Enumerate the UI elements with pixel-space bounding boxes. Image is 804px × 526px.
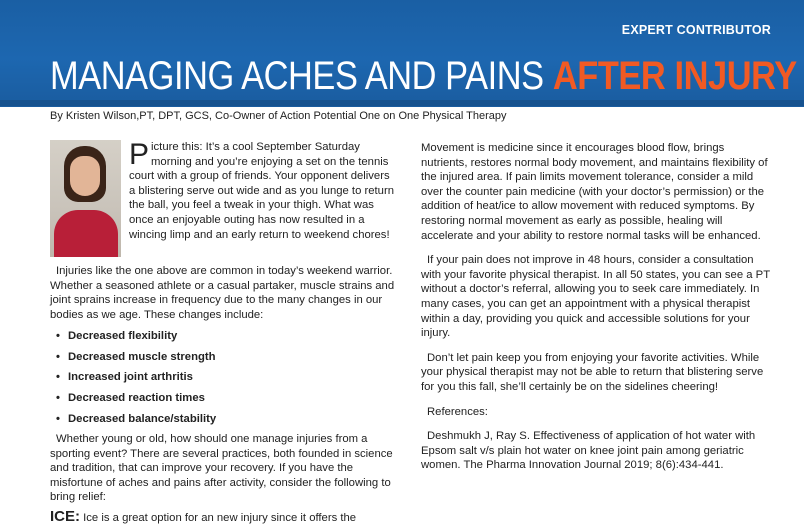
list-item: • Decreased flexibility [50, 329, 395, 350]
section-label: EXPERT CONTRIBUTOR [621, 23, 771, 37]
list-item: • Decreased balance/stability [50, 412, 395, 433]
ice-paragraph [50, 510, 395, 526]
intro-paragraph [129, 140, 397, 242]
ice-heading: ICE: [50, 508, 80, 525]
consultation-paragraph: If your pain does not improve in 48 hours, consider a consultation with your favorite physical therapist. In all 50 states, you can see a PT without a doctor’s referral, allowing you to seek care immediately. In many cases, you can get an appointment with a physical therapist within a day, providing you quick and accessible solutions for your injury. [421, 254, 770, 340]
list-item: • Decreased muscle strength [50, 350, 395, 371]
title-accent-text: AFTER INJURY [552, 54, 797, 98]
article-title [50, 52, 797, 100]
header-bottom-strip [0, 100, 804, 106]
right-column [421, 141, 771, 483]
title-main-text: MANAGING ACHES AND PAINS [50, 54, 553, 98]
reference-entry: Deshmukh J, Ray S. Effectiveness of application of hot water with Epsom salt v/s plain hot water on knee joint pain among geriatric women. The Pharma Innovation Journal 2019; 8(6):434-441. [421, 430, 756, 472]
list-item: • Decreased reaction times [50, 391, 395, 412]
whether-paragraph: Whether young or old, how should one manage injuries from a sporting event? There are several practices, both founded in science and tradition, that can improve your recovery. If you have the misfortune of aches and pains after activity, consider the following to bring relief: [50, 433, 393, 504]
closing-paragraph: Don’t let pain keep you from enjoying your favorite activities. While your physical therapist may not be able to return that blistering serve for you this fall, she’ll certainly be on the sidelines cheering! [421, 351, 764, 393]
references-heading: References: [427, 405, 488, 418]
changes-list [50, 329, 395, 432]
ice-text: Ice is a great option for an new injury since it offers the [83, 512, 357, 524]
author-byline: By Kristen Wilson,PT, DPT, GCS, Co-Owner of Action Potential One on One Physical Therapy [50, 110, 507, 122]
list-item: • Increased joint arthritis [50, 370, 395, 391]
drop-cap: P [129, 138, 150, 171]
article-header-banner [0, 0, 804, 107]
intro-text: icture this: It’s a cool September Saturday morning and you’re enjoying a set on the tennis court with a group of friends. Your opponent delivers a blistering serve out wide and as you lunge to return the ball, you feel a tweak in your thigh. What was once an enjoyable outing has now resulted in a wincing limp and an early return to weekend chores! [129, 141, 395, 241]
author-photo [50, 140, 121, 257]
movement-paragraph: Movement is medicine since it encourages blood flow, brings nutrients, restores normal body movement, and maintains flexibility of the injured area. If pain limits movement tolerance, consider a mild over the counter pain medicine (with your doctor’s permission) or the addition of heat/ice to allow movement with reduced symptoms. By restoring normal movement as early as possible, healing will accelerate and your ability to restore normal tasks will be enhanced. [421, 142, 768, 242]
injuries-paragraph: Injuries like the one above are common in today’s weekend warrior. Whether a seasoned athlete or a casual partaker, muscle strains and joint sprains increase in frequency due to the many changes in our bodies as we age. These changes include: [50, 265, 395, 321]
